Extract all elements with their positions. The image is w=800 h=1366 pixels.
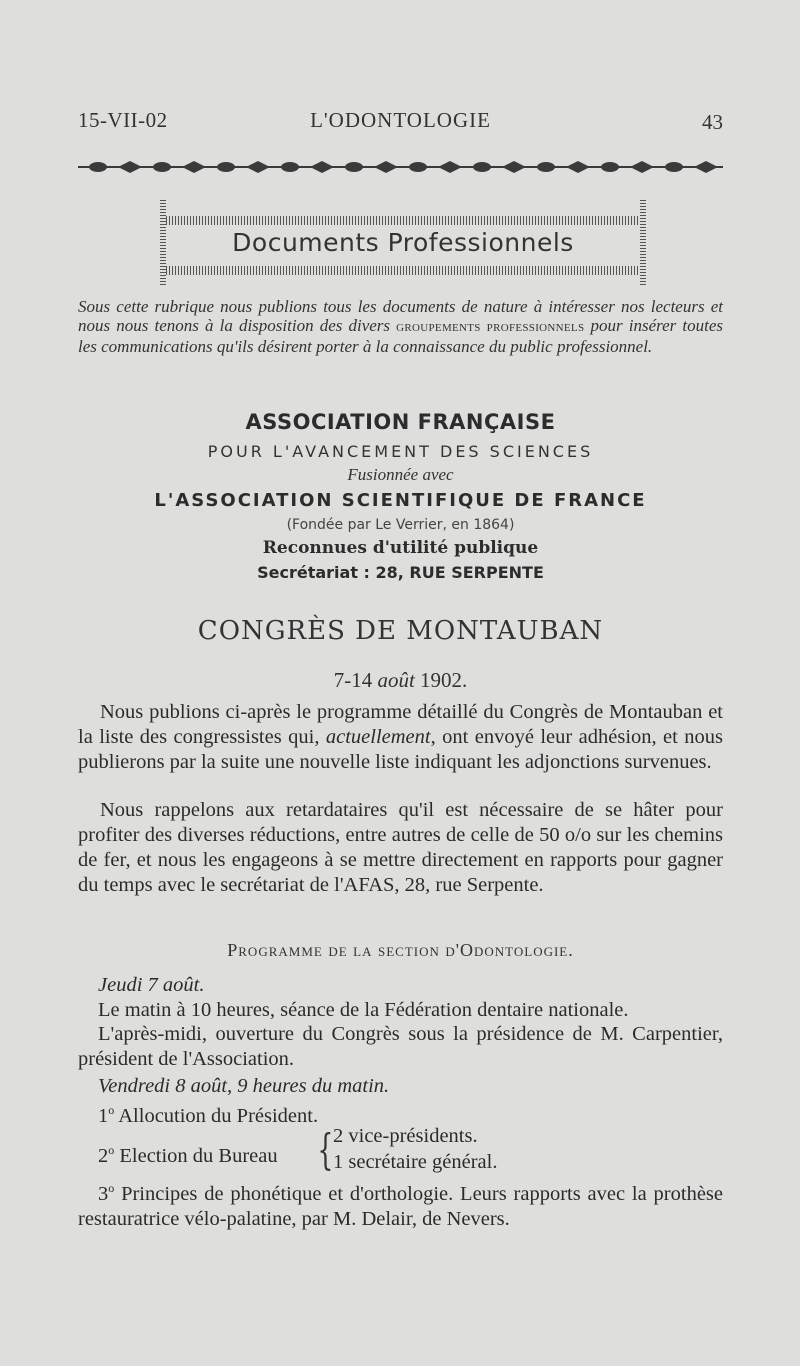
- intro-text-1: Sous cette rubrique nous publions tous les documents de nature à intéresser nos lecteurs et nous nous tenons à la disposition des divers: [78, 297, 723, 335]
- founded-note: (Fondée par Le Verrier, en 1864): [286, 517, 515, 533]
- item-2-election: [98, 1138, 328, 1169]
- intro-smallcaps: groupements professionnels: [396, 319, 585, 335]
- intro-paragraph: [78, 297, 723, 356]
- section-title: Documents Professionnels: [232, 228, 574, 257]
- issue-date: 15-VII-02: [78, 108, 168, 132]
- ornamental-rule: [78, 155, 723, 179]
- running-header: [78, 108, 723, 138]
- date-days: 7-14: [333, 668, 378, 692]
- item-3-text: Principes de phonétique et d'orthologie. Leurs rapports avec la prothèse restauratrice vélo-palatine, par M. Delair, de Nevers.: [78, 1182, 723, 1230]
- item-2-secretary: 1 secrétaire général.: [333, 1151, 498, 1173]
- paragraph-reminder: Nous rappelons aux retardataires qu'il est nécessaire de se hâter pour profiter des diverses réductions, entre autres de celle de 50 o/o sur les chemins de fer, et nous les engageons à se mettre directement en rapports pour gagner du temps avec le secrétariat de l'AFAS, 28, rue Serpente.: [78, 799, 723, 896]
- congress-title: CONGRÈS DE MONTAUBAN: [197, 616, 604, 646]
- secretariat-address: Secrétariat : 28, RUE SERPENTE: [257, 563, 544, 582]
- section-header-box: [152, 200, 654, 286]
- degree-mark: o: [108, 1181, 115, 1195]
- day-thursday: Jeudi 7 août.: [98, 974, 205, 996]
- item-2-number: 2: [98, 1144, 109, 1167]
- public-utility-note: Reconnues d'utilité publique: [262, 538, 539, 558]
- paragraph-publication: [78, 700, 723, 775]
- scientific-association: L'ASSOCIATION SCIENTIFIQUE DE FRANCE: [154, 490, 647, 511]
- box-bottom-rule: [166, 266, 640, 275]
- association-title: ASSOCIATION FRANÇAISE: [245, 410, 556, 434]
- intro-text-2: pour insérer toutes les communications qu'ils désirent porter à la connaissance du public professionnel.: [78, 316, 723, 356]
- item-3-number: 3: [98, 1182, 109, 1205]
- item-3-phonetics: [78, 1176, 723, 1232]
- programme-title: Programme de la section d'Odontologie.: [227, 940, 574, 960]
- p1-text-a: Nous publions ci-après le programme détaillé du Congrès de Montauban et la liste des congressistes qui,: [78, 701, 723, 748]
- p1-emphasis: actuellement: [325, 726, 431, 748]
- date-month: août: [377, 668, 415, 692]
- p1-text-b: , ont envoyé leur adhésion, et nous publierons par la suite une nouvelle liste indiquant les adjonctions survenues.: [78, 726, 723, 773]
- association-subtitle: POUR L'AVANCEMENT DES SCIENCES: [207, 442, 594, 461]
- item-1-number: 1: [98, 1104, 109, 1127]
- degree-mark: o: [108, 1143, 115, 1157]
- thursday-afternoon: L'après-midi, ouverture du Congrès sous la présidence de M. Carpentier, président de l'Association.: [78, 1023, 723, 1070]
- box-top-rule: [166, 216, 640, 225]
- fusion-note: Fusionnée avec: [347, 465, 454, 484]
- page-number: 43: [702, 110, 723, 134]
- item-2-text: Election du Bureau: [114, 1144, 278, 1167]
- degree-mark: o: [108, 1103, 115, 1117]
- congress-date: [78, 668, 723, 693]
- day-friday: Vendredi 8 août, 9 heures du matin.: [98, 1075, 390, 1097]
- journal-title: L'ODONTOLOGIE: [310, 108, 491, 132]
- curly-brace: {: [317, 1125, 334, 1174]
- item-1-text: Allocution du Président.: [114, 1104, 319, 1127]
- date-year: 1902.: [414, 668, 468, 692]
- thursday-morning: Le matin à 10 heures, séance de la Fédération dentaire nationale.: [98, 999, 629, 1021]
- item-2-vice-presidents: 2 vice-présidents.: [333, 1125, 478, 1147]
